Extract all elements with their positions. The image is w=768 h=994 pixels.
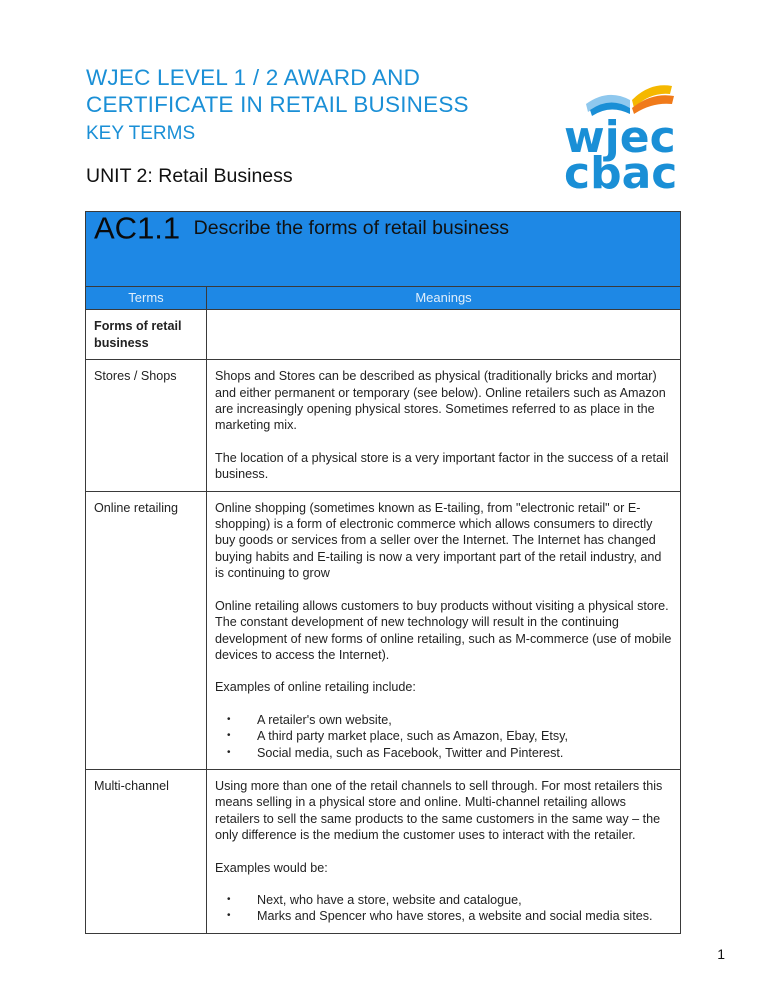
column-header-meanings: Meanings — [207, 287, 681, 310]
meaning-paragraph: Shops and Stores can be described as physical (traditionally bricks and mortar) and either permanent or temporary (see below). Online retailers such as Amazon are increasingly opening physical stores. Sometimes referred to as place in the marketing mix. — [215, 369, 666, 433]
ac-description: Describe the forms of retail business — [193, 217, 510, 240]
document-title: WJEC LEVEL 1 / 2 AWARD AND CERTIFICATE IN RETAIL BUSINESS — [86, 65, 469, 117]
list-item: • Social media, such as Facebook, Twitter and Pinterest. — [243, 745, 672, 761]
term-cell: Stores / Shops — [86, 360, 207, 491]
document-subtitle: KEY TERMS — [86, 123, 196, 144]
key-terms-table — [85, 211, 681, 934]
meaning-paragraph: Online retailing allows customers to buy products without visiting a physical store. The constant development of new technology will result in the continuing development of new forms of online retailing, such as M-commerce (use of mobile devices to access the Internet). — [215, 598, 672, 662]
term-cell: Multi-channel — [86, 769, 207, 933]
ac-banner — [86, 212, 681, 287]
section-heading-blank — [207, 310, 681, 360]
meaning-paragraph: Examples would be: — [215, 860, 328, 875]
column-header-row — [86, 287, 681, 310]
page-number: 1 — [717, 946, 725, 962]
unit-heading: UNIT 2: Retail Business — [86, 165, 293, 187]
table-row — [86, 491, 681, 769]
meaning-paragraph: Using more than one of the retail channels to sell through. For most retailers this means selling in a physical store and online. Multi-channel retailing allows retailers to sell the same products to the same customers in the same way – the only difference is the medium the customer uses to interact with the retailer. — [215, 778, 663, 843]
svg-text:wjec: wjec — [564, 112, 676, 163]
section-heading-row — [86, 310, 681, 360]
meaning-cell — [207, 491, 681, 769]
table-row — [86, 360, 681, 491]
meaning-paragraph: Examples of online retailing include: — [215, 680, 416, 695]
meaning-paragraph: The location of a physical store is a very important factor in the success of a retail business. — [215, 450, 669, 482]
bullet-list — [215, 712, 672, 761]
list-item: • Marks and Spencer who have stores, a website and social media sites. — [243, 908, 672, 924]
bullet-list — [215, 892, 672, 925]
wjec-cbac-logo — [546, 52, 696, 192]
meaning-paragraph: Online shopping (sometimes known as E-tailing, from "electronic retail" or E-shopping) is a form of electronic commerce which allows consumers to directly buy goods or services from a seller over the Internet. The Internet has changed buying habits and E-tailing is now a very important part of the retail industry, and is continuing to grow — [215, 500, 662, 581]
book-logo-icon — [546, 52, 696, 192]
table-row — [86, 769, 681, 933]
column-header-terms: Terms — [86, 287, 207, 310]
svg-text:cbac: cbac — [564, 148, 678, 192]
ac-code: AC1.1 — [94, 210, 181, 246]
list-item: • A retailer's own website, — [243, 712, 672, 728]
meaning-cell — [207, 360, 681, 491]
meaning-cell — [207, 769, 681, 933]
list-item: • Next, who have a store, website and catalogue, — [243, 892, 672, 908]
section-heading: Forms of retail business — [86, 310, 207, 360]
list-item: • A third party market place, such as Amazon, Ebay, Etsy, — [243, 728, 672, 744]
banner-row — [86, 212, 681, 287]
term-cell: Online retailing — [86, 491, 207, 769]
